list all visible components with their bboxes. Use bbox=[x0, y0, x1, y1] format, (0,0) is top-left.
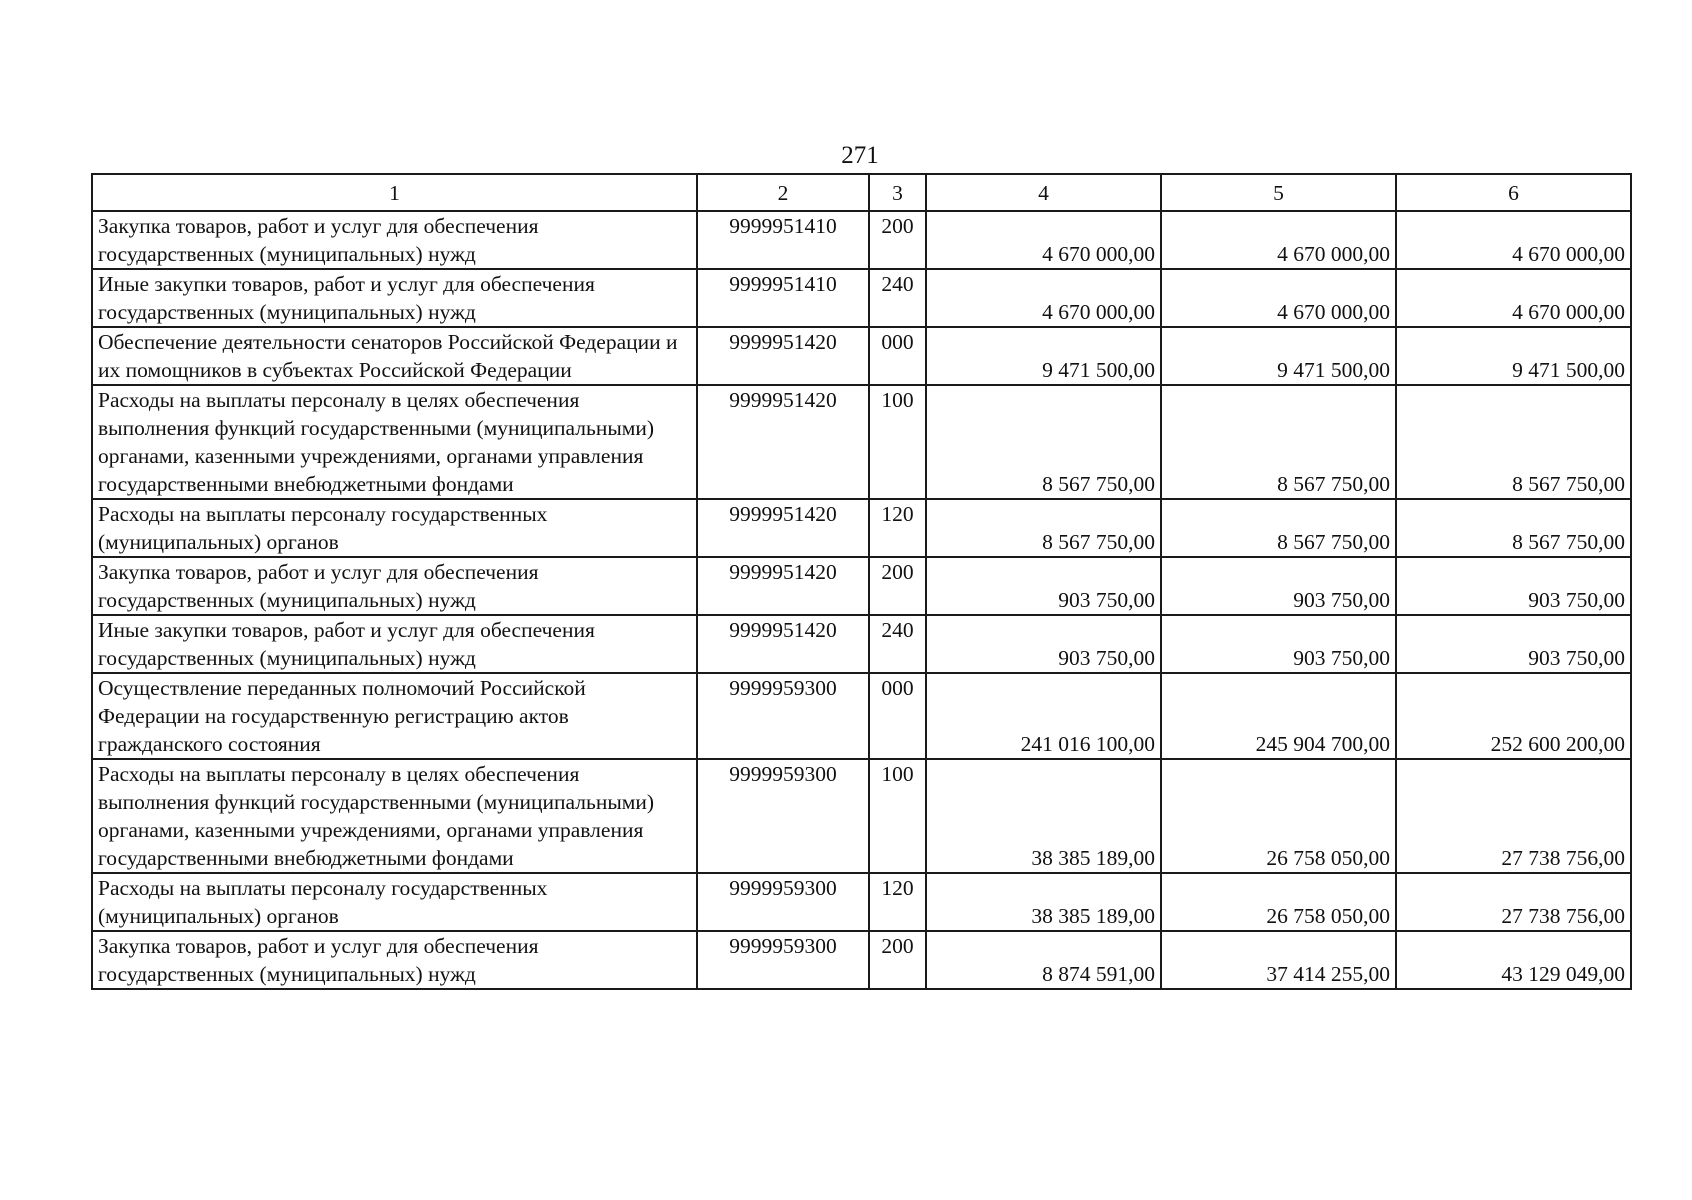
target-code: 9999959300 bbox=[697, 873, 869, 931]
amount-col-4: 8 874 591,00 bbox=[926, 931, 1161, 989]
amount-col-5: 26 758 050,00 bbox=[1161, 873, 1396, 931]
expense-type-code: 200 bbox=[869, 557, 926, 615]
amount-col-5: 245 904 700,00 bbox=[1161, 673, 1396, 759]
expense-name: Иные закупки товаров, работ и услуг для обеспечения государственных (муниципальных) нужд bbox=[92, 269, 697, 327]
amount-col-4: 241 016 100,00 bbox=[926, 673, 1161, 759]
amount-col-4: 903 750,00 bbox=[926, 557, 1161, 615]
column-header-5: 5 bbox=[1161, 174, 1396, 211]
page-number: 271 bbox=[841, 142, 879, 169]
table-row bbox=[92, 269, 1631, 327]
amount-col-4: 38 385 189,00 bbox=[926, 759, 1161, 873]
amount-col-6: 8 567 750,00 bbox=[1396, 385, 1631, 499]
table-header-row bbox=[92, 174, 1631, 211]
expense-type-code: 240 bbox=[869, 269, 926, 327]
target-code: 9999951420 bbox=[697, 499, 869, 557]
expense-type-code: 120 bbox=[869, 499, 926, 557]
amount-col-5: 4 670 000,00 bbox=[1161, 211, 1396, 269]
amount-col-4: 903 750,00 bbox=[926, 615, 1161, 673]
amount-col-4: 8 567 750,00 bbox=[926, 385, 1161, 499]
target-code: 9999951410 bbox=[697, 211, 869, 269]
column-header-1: 1 bbox=[92, 174, 697, 211]
target-code: 9999951420 bbox=[697, 557, 869, 615]
amount-col-6: 903 750,00 bbox=[1396, 615, 1631, 673]
column-header-6: 6 bbox=[1396, 174, 1631, 211]
expense-name: Обеспечение деятельности сенаторов Российской Федерации и их помощников в субъектах Российской Федерации bbox=[92, 327, 697, 385]
expense-name: Расходы на выплаты персоналу в целях обеспечения выполнения функций государственными (муниципальными) органами, казенными учреждениями, органами управления государственными внебюджетными фондами bbox=[92, 385, 697, 499]
table-row bbox=[92, 499, 1631, 557]
table-row bbox=[92, 211, 1631, 269]
expense-name: Закупка товаров, работ и услуг для обеспечения государственных (муниципальных) нужд bbox=[92, 931, 697, 989]
amount-col-6: 4 670 000,00 bbox=[1396, 211, 1631, 269]
column-header-4: 4 bbox=[926, 174, 1161, 211]
amount-col-4: 9 471 500,00 bbox=[926, 327, 1161, 385]
expense-type-code: 000 bbox=[869, 673, 926, 759]
table-row bbox=[92, 673, 1631, 759]
target-code: 9999951420 bbox=[697, 327, 869, 385]
expense-type-code: 100 bbox=[869, 759, 926, 873]
expense-name: Расходы на выплаты персоналу государственных (муниципальных) органов bbox=[92, 873, 697, 931]
amount-col-6: 43 129 049,00 bbox=[1396, 931, 1631, 989]
amount-col-4: 4 670 000,00 bbox=[926, 269, 1161, 327]
expense-name: Расходы на выплаты персоналу в целях обеспечения выполнения функций государственными (муниципальными) органами, казенными учреждениями, органами управления государственными внебюджетными фондами bbox=[92, 759, 697, 873]
expense-name: Расходы на выплаты персоналу государственных (муниципальных) органов bbox=[92, 499, 697, 557]
expense-name: Иные закупки товаров, работ и услуг для обеспечения государственных (муниципальных) нужд bbox=[92, 615, 697, 673]
amount-col-5: 26 758 050,00 bbox=[1161, 759, 1396, 873]
expense-name: Закупка товаров, работ и услуг для обеспечения государственных (муниципальных) нужд bbox=[92, 557, 697, 615]
expense-type-code: 000 bbox=[869, 327, 926, 385]
amount-col-5: 8 567 750,00 bbox=[1161, 385, 1396, 499]
table-row bbox=[92, 557, 1631, 615]
amount-col-5: 903 750,00 bbox=[1161, 557, 1396, 615]
table-row bbox=[92, 931, 1631, 989]
table-row bbox=[92, 615, 1631, 673]
expense-type-code: 120 bbox=[869, 873, 926, 931]
amount-col-6: 4 670 000,00 bbox=[1396, 269, 1631, 327]
target-code: 9999951420 bbox=[697, 385, 869, 499]
amount-col-6: 27 738 756,00 bbox=[1396, 759, 1631, 873]
target-code: 9999959300 bbox=[697, 931, 869, 989]
expense-type-code: 240 bbox=[869, 615, 926, 673]
column-header-2: 2 bbox=[697, 174, 869, 211]
amount-col-6: 903 750,00 bbox=[1396, 557, 1631, 615]
expense-type-code: 200 bbox=[869, 931, 926, 989]
amount-col-5: 37 414 255,00 bbox=[1161, 931, 1396, 989]
amount-col-5: 9 471 500,00 bbox=[1161, 327, 1396, 385]
amount-col-5: 903 750,00 bbox=[1161, 615, 1396, 673]
target-code: 9999959300 bbox=[697, 759, 869, 873]
budget-table bbox=[91, 173, 1632, 990]
amount-col-4: 38 385 189,00 bbox=[926, 873, 1161, 931]
amount-col-6: 9 471 500,00 bbox=[1396, 327, 1631, 385]
expense-name: Закупка товаров, работ и услуг для обеспечения государственных (муниципальных) нужд bbox=[92, 211, 697, 269]
target-code: 9999951420 bbox=[697, 615, 869, 673]
table-row bbox=[92, 385, 1631, 499]
amount-col-5: 8 567 750,00 bbox=[1161, 499, 1396, 557]
table-row bbox=[92, 327, 1631, 385]
column-header-3: 3 bbox=[869, 174, 926, 211]
expense-name: Осуществление переданных полномочий Российской Федерации на государственную регистрацию актов гражданского состояния bbox=[92, 673, 697, 759]
amount-col-4: 4 670 000,00 bbox=[926, 211, 1161, 269]
amount-col-6: 252 600 200,00 bbox=[1396, 673, 1631, 759]
amount-col-5: 4 670 000,00 bbox=[1161, 269, 1396, 327]
expense-type-code: 100 bbox=[869, 385, 926, 499]
target-code: 9999959300 bbox=[697, 673, 869, 759]
amount-col-4: 8 567 750,00 bbox=[926, 499, 1161, 557]
amount-col-6: 27 738 756,00 bbox=[1396, 873, 1631, 931]
amount-col-6: 8 567 750,00 bbox=[1396, 499, 1631, 557]
table-row bbox=[92, 873, 1631, 931]
table-row bbox=[92, 759, 1631, 873]
target-code: 9999951410 bbox=[697, 269, 869, 327]
expense-type-code: 200 bbox=[869, 211, 926, 269]
